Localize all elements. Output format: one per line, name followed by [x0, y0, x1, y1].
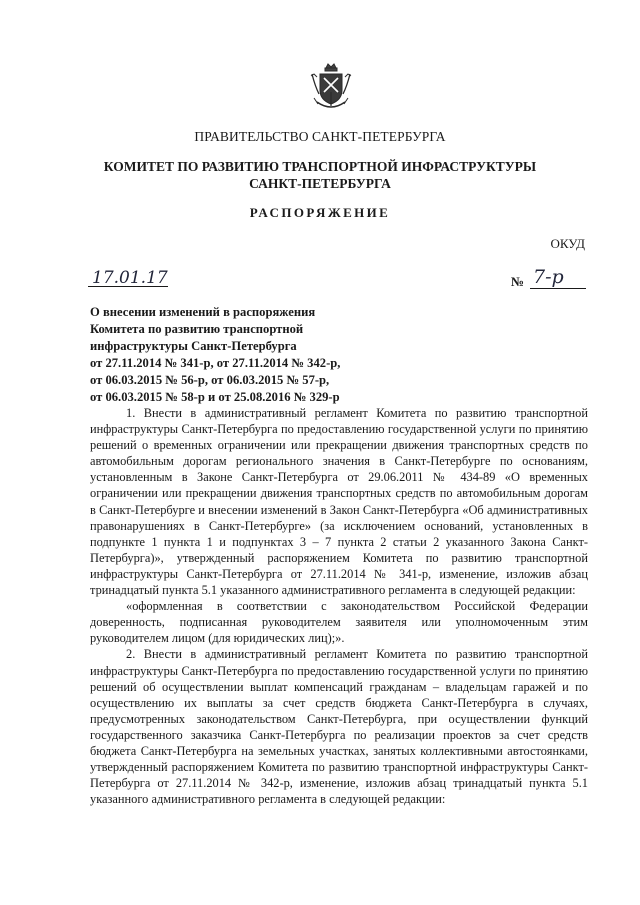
- number-sign: №: [511, 274, 525, 289]
- body-paragraph: «оформленная в соответствии с законодательством Российской Федерации доверенность, подписанная руководителем заявителя или уполномоченным этим руководителем лицом (для юридических лиц);».: [90, 599, 588, 646]
- committee-title: [0, 158, 640, 192]
- subject-line: Комитета по развитию транспортной: [90, 322, 304, 336]
- okud-label: ОКУД: [550, 236, 585, 251]
- subject-line: инфраструктуры Санкт-Петербурга: [90, 339, 297, 353]
- subject-line: О внесении изменений в распоряжения: [90, 305, 316, 319]
- subject-line: от 06.03.2015 № 58-р и от 25.08.2016 № 329-р: [90, 390, 340, 404]
- body-paragraph: 1. Внести в административный регламент Комитета по развитию транспортной инфраструктуры Санкт-Петербурга по предоставлению государственной услуги по принятию решений о временных ограничении или прекращении движения транспортных средств по автомобильным дорогам регионального значения в Санкт-Петербурге по основаниям, установленным в Законе Санкт-Петербурга от 29.06.2011 № 434-89 «О временных ограничении или прекращении движения транспортных средств по автомобильным дорогам в Санкт-Петербурге и внесении изменений в Закон Санкт-Петербурга «Об административных правонарушениях в Санкт-Петербурге» (за исключением оснований, установленных в подпункте 1 пункта 1 и подпунктах 3 – 7 пункта 2 статьи 2 указанного Закона Санкт-Петербурга)», утвержденный распоряжением Комитета по развитию транспортной инфраструктуры Санкт-Петербурга от 27.11.2014 № 341-р, изменение, изложив абзац тринадцатый пункта 5.1 указанного административного регламента в следующей редакции:: [90, 406, 588, 598]
- document-body: [90, 405, 588, 807]
- document-date: 17.01.17: [92, 268, 168, 288]
- document-subject: [90, 304, 410, 406]
- committee-title-line1: КОМИТЕТ ПО РАЗВИТИЮ ТРАНСПОРТНОЙ ИНФРАСТРУКТУРЫ: [103, 159, 537, 174]
- document-type: РАСПОРЯЖЕНИЕ: [249, 205, 391, 220]
- government-title: ПРАВИТЕЛЬСТВО САНКТ-ПЕТЕРБУРГА: [194, 129, 446, 144]
- number-underline: [530, 288, 586, 289]
- coat-of-arms-icon: [309, 62, 353, 112]
- committee-title-line2: САНКТ-ПЕТЕРБУРГА: [249, 176, 391, 191]
- subject-line: от 27.11.2014 № 341-р, от 27.11.2014 № 342-р,: [90, 356, 341, 370]
- document-number: 7-р: [533, 266, 564, 288]
- body-paragraph: 2. Внести в административный регламент Комитета по развитию транспортной инфраструктуры Санкт-Петербурга по предоставлению государственной услуги по принятию решений об осуществлении выплат компенсаций гражданам – владельцам гаражей и по осуществлению их выплаты за счет средств бюджета Санкт-Петербурга в случаях, предусмотренных законодательством Санкт-Петербурга, при осуществлении функций государственного заказчика Санкт-Петербурга по реализации проектов за счет средств бюджета Санкт-Петербурга на земельных участках, занятых коллективными автостоянками, утвержденный распоряжением Комитета по развитию транспортной инфраструктуры Санкт-Петербурга от 27.11.2014 № 342-р, изменение, изложив абзац тринадцатый пункта 5.1 указанного административного регламента в следующей редакции:: [90, 647, 588, 807]
- date-underline: [88, 286, 168, 287]
- subject-line: от 06.03.2015 № 56-р, от 06.03.2015 № 57-р,: [90, 373, 330, 387]
